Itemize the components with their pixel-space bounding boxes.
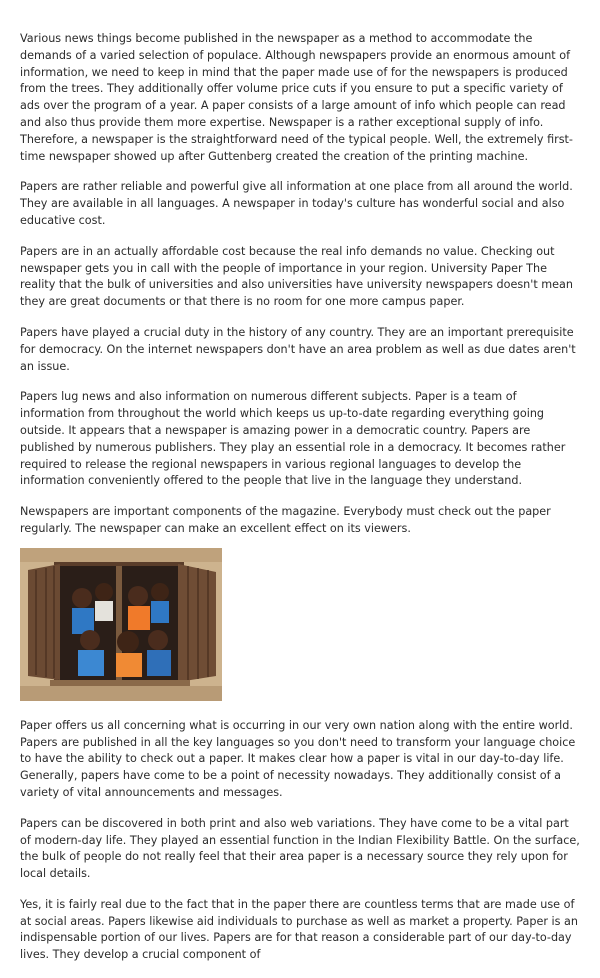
article [20,31,580,978]
paragraph-5: Papers lug news and also information on numerous different subjects. Paper is a team of information from throughout the world which keeps us up-to-date regarding everything going outside. It appears that a newspaper is amazing power in a democratic country. Papers are published by numerous publishers. They play an essential role in a democracy. It becomes rather required to release the regional newspapers in various regional languages to develop the information conveniently offered to the people that live in the language they understand. [20,390,566,488]
paragraph-7: Paper offers us all concerning what is occurring in our very own nation along with the entire world. Papers are published in all the key languages so you don't need to transform your language choice to have the ability to check out a paper. It makes clear how a paper is vital in our day-to-day life. Generally, papers have come to be a point of necessity nowadays. They additionally consist of a variety of vital announcements and messages. [20,718,576,799]
paragraph-3: Papers are in an actually affordable cost because the real info demands no value. Checking out newspaper gets you in call with the people of importance in your region. University Paper The reality that the bulk of universities and also universities have university newspapers doesn't mean they are great documents or that there is no room for one more campus paper. [20,244,573,309]
children-at-window-photo [20,548,222,701]
paragraph-6: Newspapers are important components of the magazine. Everybody must check out the paper regularly. The newspaper can make an excellent effect on its viewers. [20,505,551,535]
paragraph-2: Papers are rather reliable and powerful give all information at one place from all around the world. They are available in all languages. A newspaper in today's culture has wonderful social and also educative cost. [20,180,573,227]
paragraph-4: Papers have played a crucial duty in the history of any country. They are an important prerequisite for democracy. On the internet newspapers don't have an area problem as well as due dates aren't an issue. [20,325,576,373]
paragraph-9: Yes, it is fairly real due to the fact that in the paper there are countless terms that are made use of at social areas. Papers likewise aid individuals to purchase as well as market a property. Paper is an indispensable portion of our lives. Papers are for that reason a considerable part of our day-to-day lives. They develop a crucial component of [20,897,578,962]
paragraph-8: Papers can be discovered in both print and also web variations. They have come to be a vital part of modern-day life. They played an essential function in the Indian Flexibility Battle. On the surface, the bulk of people do not really feel that their area paper is a necessary source they rely upon for local details. [20,816,580,881]
paragraph-1: Various news things become published in the newspaper as a method to accommodate the demands of a varied selection of populace. Although newspapers provide an enormous amount of information, we need to keep in mind that the paper made use of for the newspapers is produced from the trees. They additionally offer volume price cuts if you ensure to put a specific variety of ads over the program of a year. A paper consists of a large amount of info which people can read and also thus provide them more expertise. Newspaper is a rather exceptional supply of info. Therefore, a newspaper is the straightforward need of the typical people. Well, the extremely first-time newspaper showed up after Guttenberg created the creation of the printing machine. [20,32,573,163]
